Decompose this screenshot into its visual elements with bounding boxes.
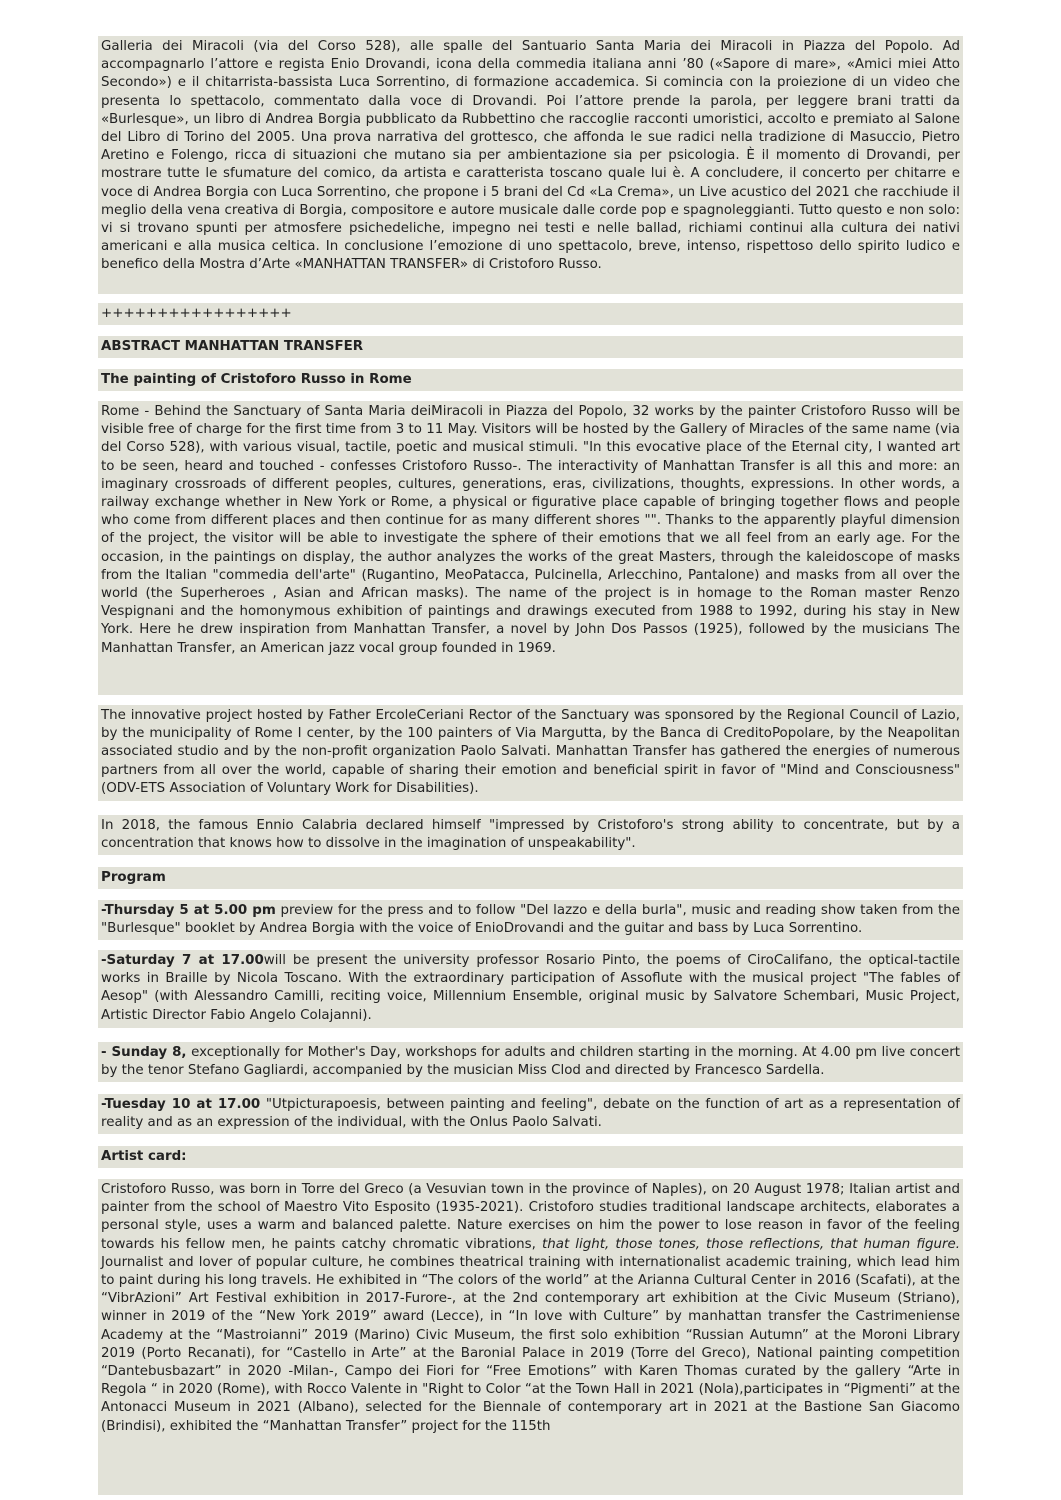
program-thursday [98, 900, 963, 940]
section-heading: ABSTRACT MANHATTAN TRANSFER [98, 336, 963, 358]
rome-paragraph: Rome - Behind the Sanctuary of Santa Maria deiMiracoli in Piazza del Popolo, 32 works by the painter Cristoforo Russo will be visible free of charge for the first time from 3 to 11 May. Visitors will be hosted by the Gallery of Miracles of the same name (via del Corso 528), with various visual, tactile, poetic and musical stimuli. "In this evocative place of the Eternal city, I wanted art to be seen, heard and touched - confesses Cristoforo Russo-. The interactivity of Manhattan Transfer is all this and more: an imaginary crossroads of different peoples, cultures, generations, eras, civilizations, thoughts, expressions. In other words, a railway exchange whether in New York or Rome, a physical or figurative place capable of bringing together flows and people who come from different places and then continue for as many different shores "". Thanks to the apparently playful dimension of the project, the visitor will be able to investigate the sphere of their emotions that we all feel from an early age. For the occasion, in the paintings on display, the author analyzes the works of the great Masters, through the kaleidoscope of masks from the Italian "commedia dell'arte" (Rugantino, MeoPatacca, Pulcinella, Arlecchino, Pantalone) and masks from all over the world (the Superheroes , Asian and African masks). The name of the project is in homage to the Roman master Renzo Vespignani and the homonymous exhibition of paintings and drawings executed from 1988 to 1992, during his stay in New York. Here he drew inspiration from Manhattan Transfer, a novel by John Dos Passos (1925), followed by the musicians The Manhattan Transfer, an American jazz vocal group founded in 1969. [98, 401, 963, 695]
program-saturday-text: will be present the university professor Rosario Pinto, the poems of CiroCalifano, the optical-tactile works in Braille by Nicola Toscano. With the extraordinary participation of Assoflute with the musical project "The fables of Aesop" (with Alessandro Camilli, reciting voice, Millennium Ensemble, original music by Salvatore Schembari, Music Project, Artistic Director Fabio Angelo Colajanni). [101, 953, 961, 1023]
artist-bio-italic: that light, those tones, those reflections, that human figure. [542, 1236, 961, 1252]
project-paragraph: The innovative project hosted by Father ErcoleCeriani Rector of the Sanctuary was sponsored by the Regional Council of Lazio, by the municipality of Rome I center, by the 100 painters of Via Margutta, by the Banca di CreditoPopolare, by the Neapolitan associated studio and by the non-profit organization Paolo Salvati. Manhattan Transfer has gathered the energies of numerous partners from all over the world, capable of sharing their emotion and beneficial spirit in favor of "Mind and Consciousness" (ODV-ETS Association of Voluntary Work for Disabilities). [98, 705, 963, 801]
program-tuesday-date: -Tuesday 10 at 17.00 [101, 1097, 261, 1112]
program-saturday-date: -Saturday 7 at 17.00 [101, 953, 264, 968]
intro-paragraph: Galleria dei Miracoli (via del Corso 528), alle spalle del Santuario Santa Maria dei Miracoli in Piazza del Popolo. Ad accompagnarlo l’attore e regista Enio Drovandi, icona della commedia italiana anni ’80 («Sapore di mare», «Amici miei Atto Secondo») e il chitarrista-bassista Luca Sorrentino, di formazione accademica. Si comincia con la proiezione di un video che presenta lo spettacolo, commentato dalla voce di Drovandi. Poi l’attore prende la parola, per leggere brani tratti da «Burlesque», un libro di Andrea Borgia pubblicato da Rubbettino che raccoglie racconti umoristici, accolto e premiato al Salone del Libro di Torino del 2005. Una prova narrativa del grottesco, che affonda le sue radici nella tradizione di Masuccio, Pietro Aretino e Folengo, ricca di situazioni che mutano sia per ambientazione sia per psicologia. È il momento di Drovandi, per mostrare tutte le sfumature del comico, da artista e caratterista toscano quale lui è. A concludere, il concerto per chitarre e voce di Andrea Borgia con Luca Sorrentino, che propone i 5 brani del Cd «La Crema», un Live acustico del 2021 che racchiude il meglio della vena creativa di Borgia, compositore e autore musicale dalle corde pop e spagnoleggianti. Tutto questo e non solo: vi si trovano spunti per atmosfere psichedeliche, impegno nei testi e nelle ballad, richiami continui alla cultura dei nativi americani e alla musica celtica. In conclusione l’emozione di uno spettacolo, breve, intenso, rispettoso dello spirito ludico e benefico della Mostra d’Arte «MANHATTAN TRANSFER» di Cristoforo Russo. [98, 36, 963, 294]
separator-line: +++++++++++++++++ [98, 303, 963, 325]
section-subheading: The painting of Cristoforo Russo in Rome [98, 369, 963, 391]
program-sunday [98, 1042, 963, 1082]
artist-bio-part1: Cristoforo Russo, was born in Torre del Greco (a Vesuvian town in the province of Naples), on 20 August 1978; Italian artist and painter from the school of Maestro Vito Esposito (1935-2021). Cristoforo studies traditional landscape architects, elaborates a personal style, uses a warm and balanced palette. Nature exercises on him the power to lose reason in favor of the feeling towards his fellow men, he paints catchy chromatic vibrations, [101, 1182, 960, 1252]
program-sunday-date: - Sunday 8, [101, 1045, 187, 1060]
program-tuesday [98, 1094, 963, 1134]
artist-card-title: Artist card: [98, 1146, 963, 1168]
program-sunday-text: exceptionally for Mother's Day, workshops for adults and children starting in the morning. At 4.00 pm live concert by the tenor Stefano Gagliardi, accompanied by the musician Miss Clod and directed by Francesco Sardella. [101, 1045, 961, 1079]
program-tuesday-text: "Utpicturapoesis, between painting and feeling", debate on the function of art as a representation of reality and as an expression of the individual, with the Onlus Paolo Salvati. [101, 1097, 961, 1131]
program-thursday-date: -Thursday 5 at 5.00 pm [101, 903, 276, 918]
artist-bio-part2: Journalist and lover of popular culture, he combines theatrical training with internationalist academic training, which lead him to paint during his long travels. He exhibited in “The colors of the world” at the Arianna Cultural Center in 2016 (Scafati), at the “VibrAzioni” Art Festival exhibition in 2017-Furore-, at the 2nd contemporary art exhibition at the Civic Museum (Striano), winner in 2019 of the “New York 2019” award (Lecce), in “In love with Culture” by manhattan transfer the Castrimeniense Academy at the “Mastroianni” 2019 (Marino) Civic Museum, the first solo exhibition “Russian Autumn” at the Moroni Library 2019 (Porto Recanati), for “Castello in Arte” at the Baronial Palace in 2019 (Torre del Greco), National painting competition “Dantebusbazart” in 2020 -Milan-, Campo dei Fiori for “Free Emotions” with Karen Thomas curated by the gallery “Arte in Regola “ in 2020 (Rome), with Rocco Valente in "Right to Color “at the Town Hall in 2021 (Nola),participates in “Pigmenti” at the Antonacci Museum in 2021 (Albano), selected for the Biennale of contemporary art in 2021 at the Bastione San Giacomo (Brindisi), exhibited the “Manhattan Transfer” project for the 115th [101, 1254, 960, 1434]
artist-bio-paragraph [98, 1179, 963, 1495]
calabria-paragraph: In 2018, the famous Ennio Calabria declared himself "impressed by Cristoforo's strong ability to concentrate, but by a concentration that knows how to dissolve in the imagination of unspeakability". [98, 815, 963, 855]
program-thursday-text: preview for the press and to follow "Del lazzo e della burla", music and reading show taken from the "Burlesque" booklet by Andrea Borgia with the voice of EnioDrovandi and the guitar and bass by Luca Sorrentino. [101, 903, 961, 937]
program-title: Program [98, 867, 963, 889]
program-saturday [98, 950, 963, 1028]
